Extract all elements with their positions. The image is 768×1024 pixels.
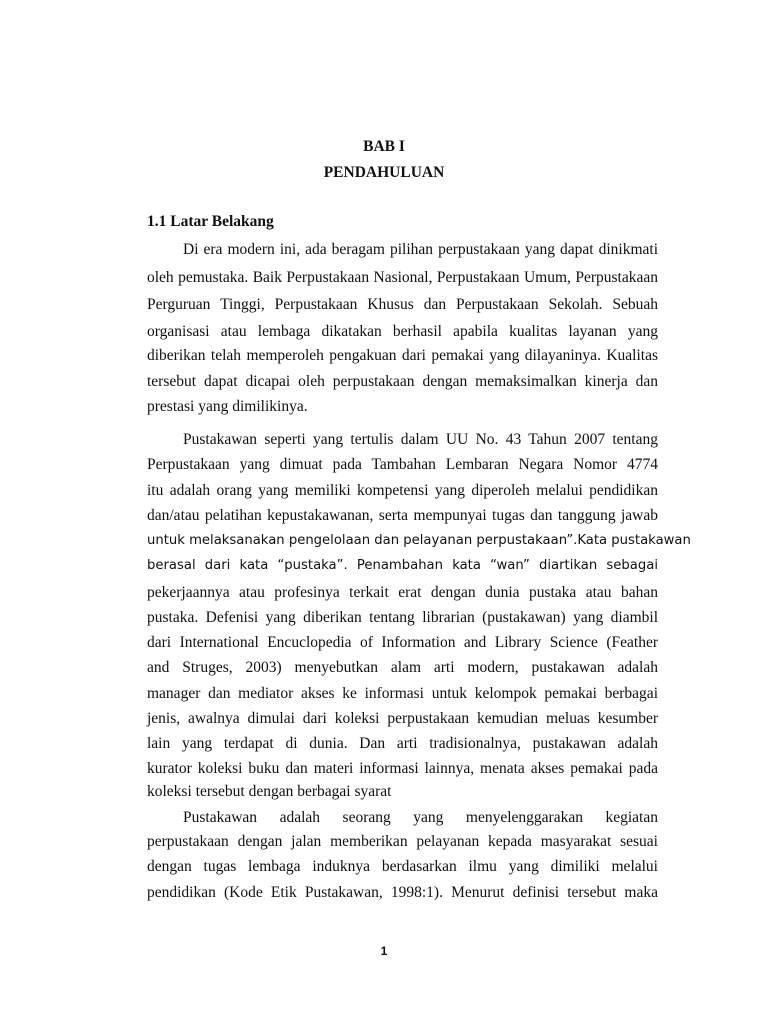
chapter-title: PENDAHULUAN [323,164,445,181]
paragraph-line: untuk melaksanakan pengelolaan dan pelayanan perpustakaan”.Kata pustakawan [147,533,691,548]
paragraph-line: pustaka. Defenisi yang diberikan tentang librarian (pustakawan) yang diambil [147,609,658,626]
paragraph-line: and Struges, 2003) menyebutkan alam arti modern, pustakawan adalah [147,659,658,676]
paragraph-line: Perguruan Tinggi, Perpustakaan Khusus dan Perpustakaan Sekolah. Sebuah [147,296,658,313]
paragraph-line: Di era modern ini, ada beragam pilihan perpustakaan yang dapat dinikmati [183,241,658,258]
paragraph-line: Pustakawan adalah seorang yang menyelenggarakan kegiatan [183,809,658,826]
paragraph-line: oleh pemustaka. Baik Perpustakaan Nasional, Perpustakaan Umum, Perpustakaan [147,269,658,286]
paragraph-line: dengan tugas lembaga induknya berdasarkan ilmu yang dimiliki melalui [147,858,658,875]
paragraph-line: dan/atau pelatihan kepustakawanan, serta mempunyai tugas dan tanggung jawab [147,507,658,524]
paragraph-line: manager dan mediator akses ke informasi untuk kelompok pemakai berbagai [147,685,658,702]
paragraph-line: perpustakaan dengan jalan memberikan pelayanan kepada masyarakat sesuai [147,833,658,850]
page-number: 1 [380,944,388,958]
paragraph-line: prestasi yang dimilikinya. [147,398,308,415]
paragraph-line: lain yang terdapat di dunia. Dan arti tradisionalnya, pustakawan adalah [147,735,658,752]
paragraph-line: pekerjaannya atau profesinya terkait erat dengan dunia pustaka atau bahan [147,584,658,601]
paragraph-line: itu adalah orang yang memiliki kompetensi yang diperoleh melalui pendidikan [147,482,658,499]
paragraph-line: Pustakawan seperti yang tertulis dalam UU No. 43 Tahun 2007 tentang [183,431,658,448]
paragraph-line: berasal dari kata “pustaka”. Penambahan kata “wan” diartikan sebagai [147,558,658,573]
paragraph-line: kurator koleksi buku dan materi informasi lainnya, menata akses pemakai pada [147,760,658,777]
paragraph-line: pendidikan (Kode Etik Pustakawan, 1998:1). Menurut definisi tersebut maka [147,884,658,901]
paragraph-line: organisasi atau lembaga dikatakan berhasil apabila kualitas layanan yang [147,323,658,340]
paragraph-line: Perpustakaan yang dimuat pada Tambahan Lembaran Negara Nomor 4774 [147,456,658,473]
chapter-number: BAB I [363,138,405,155]
paragraph-line: jenis, awalnya dimulai dari koleksi perpustakaan kemudian meluas kesumber [147,710,658,727]
paragraph-line: diberikan telah memperoleh pengakuan dari pemakai yang dilayaninya. Kualitas [147,347,658,364]
section-title: 1.1 Latar Belakang [147,213,274,230]
paragraph-line: koleksi tersebut dengan berbagai syarat [147,783,392,800]
paragraph-line: tersebut dapat dicapai oleh perpustakaan dengan memaksimalkan kinerja dan [147,373,658,390]
paragraph-line: dari International Encuclopedia of Information and Library Science (Feather [147,634,658,651]
